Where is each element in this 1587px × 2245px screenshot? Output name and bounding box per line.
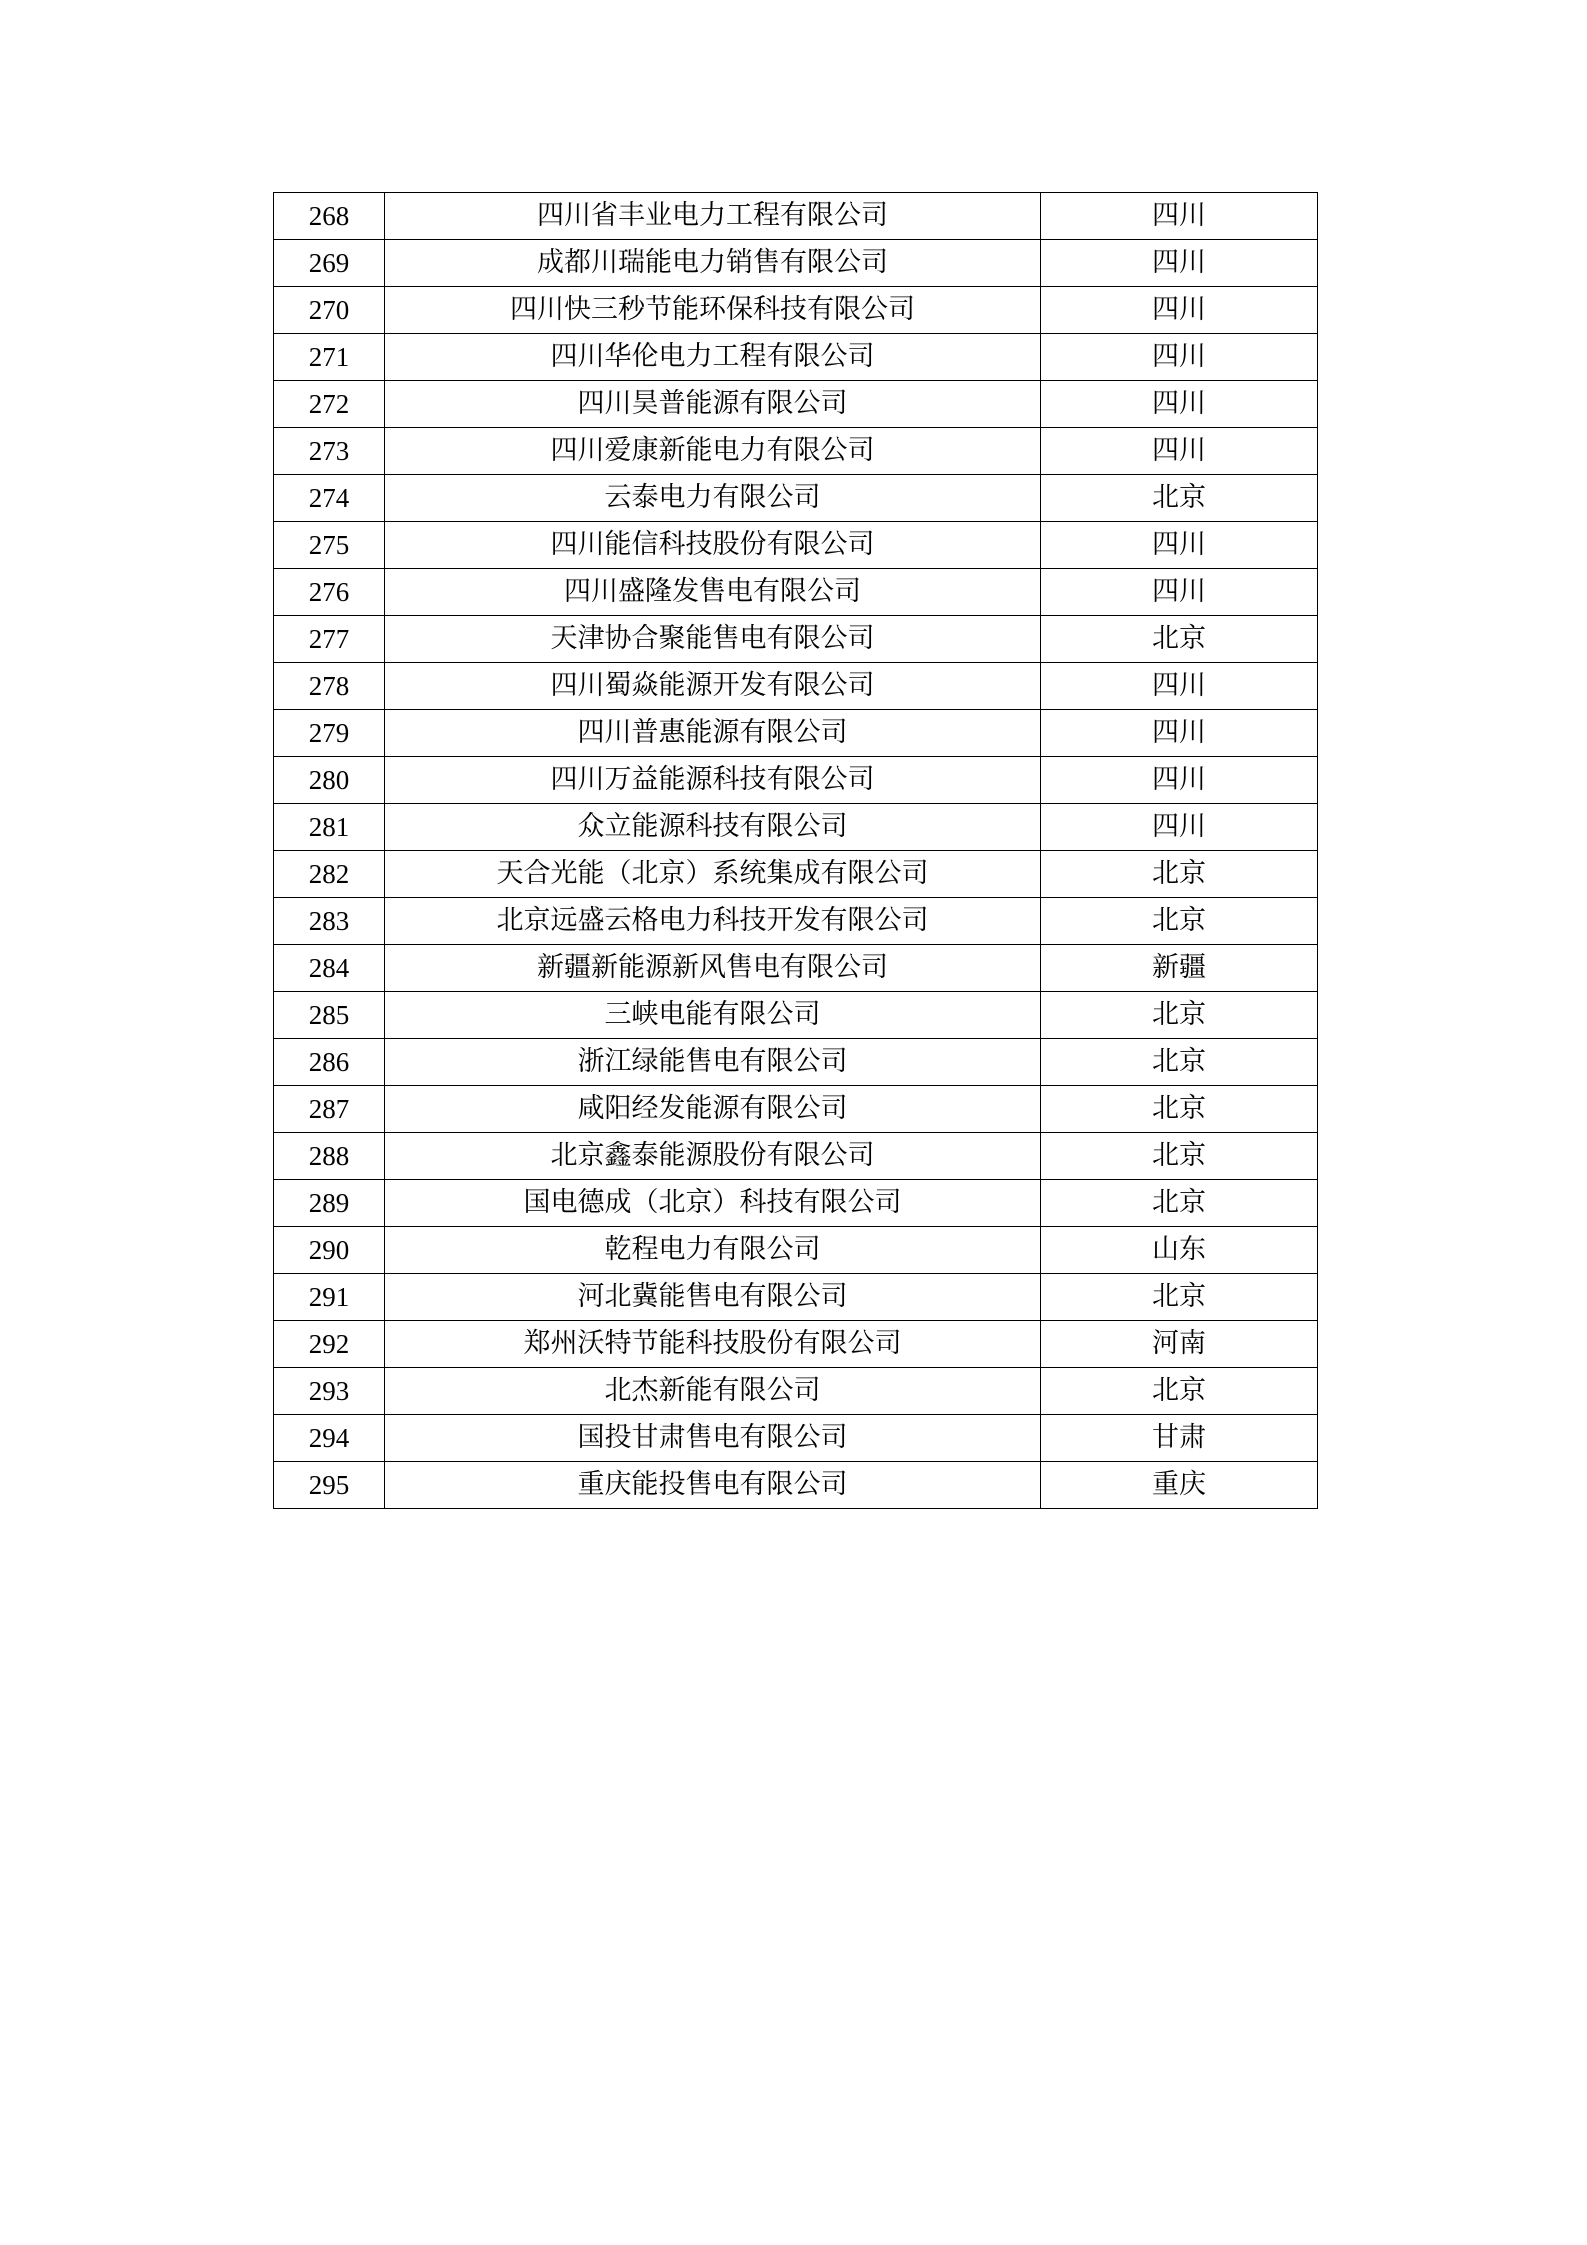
company-name: 北杰新能有限公司 bbox=[385, 1368, 1041, 1415]
region-name: 北京 bbox=[1041, 1086, 1318, 1133]
table-row bbox=[274, 898, 1318, 945]
table-row bbox=[274, 757, 1318, 804]
row-number: 292 bbox=[274, 1321, 385, 1368]
table-row bbox=[274, 193, 1318, 240]
company-name: 四川能信科技股份有限公司 bbox=[385, 522, 1041, 569]
region-name: 四川 bbox=[1041, 334, 1318, 381]
table-row bbox=[274, 522, 1318, 569]
table-row bbox=[274, 1039, 1318, 1086]
table-row bbox=[274, 945, 1318, 992]
company-name: 国投甘肃售电有限公司 bbox=[385, 1415, 1041, 1462]
region-name: 四川 bbox=[1041, 240, 1318, 287]
row-number: 283 bbox=[274, 898, 385, 945]
company-name: 重庆能投售电有限公司 bbox=[385, 1462, 1041, 1509]
company-name: 众立能源科技有限公司 bbox=[385, 804, 1041, 851]
table-row bbox=[274, 334, 1318, 381]
table-row bbox=[274, 1462, 1318, 1509]
row-number: 275 bbox=[274, 522, 385, 569]
row-number: 284 bbox=[274, 945, 385, 992]
table-row bbox=[274, 1321, 1318, 1368]
company-name: 咸阳经发能源有限公司 bbox=[385, 1086, 1041, 1133]
row-number: 291 bbox=[274, 1274, 385, 1321]
table-row bbox=[274, 381, 1318, 428]
table-row bbox=[274, 1180, 1318, 1227]
company-table bbox=[273, 192, 1318, 1509]
region-name: 北京 bbox=[1041, 992, 1318, 1039]
table-row bbox=[274, 569, 1318, 616]
region-name: 四川 bbox=[1041, 381, 1318, 428]
table-row bbox=[274, 1227, 1318, 1274]
company-name: 四川普惠能源有限公司 bbox=[385, 710, 1041, 757]
table-row bbox=[274, 710, 1318, 757]
row-number: 281 bbox=[274, 804, 385, 851]
table-row bbox=[274, 240, 1318, 287]
row-number: 285 bbox=[274, 992, 385, 1039]
row-number: 278 bbox=[274, 663, 385, 710]
table-row bbox=[274, 287, 1318, 334]
region-name: 重庆 bbox=[1041, 1462, 1318, 1509]
company-name: 云泰电力有限公司 bbox=[385, 475, 1041, 522]
region-name: 四川 bbox=[1041, 757, 1318, 804]
row-number: 295 bbox=[274, 1462, 385, 1509]
row-number: 293 bbox=[274, 1368, 385, 1415]
region-name: 四川 bbox=[1041, 522, 1318, 569]
region-name: 北京 bbox=[1041, 616, 1318, 663]
region-name: 新疆 bbox=[1041, 945, 1318, 992]
region-name: 山东 bbox=[1041, 1227, 1318, 1274]
company-name: 河北冀能售电有限公司 bbox=[385, 1274, 1041, 1321]
table-row bbox=[274, 428, 1318, 475]
table-row bbox=[274, 475, 1318, 522]
region-name: 北京 bbox=[1041, 475, 1318, 522]
region-name: 北京 bbox=[1041, 1039, 1318, 1086]
region-name: 北京 bbox=[1041, 851, 1318, 898]
company-name: 四川昊普能源有限公司 bbox=[385, 381, 1041, 428]
company-name: 四川蜀焱能源开发有限公司 bbox=[385, 663, 1041, 710]
region-name: 四川 bbox=[1041, 287, 1318, 334]
company-name: 新疆新能源新风售电有限公司 bbox=[385, 945, 1041, 992]
row-number: 268 bbox=[274, 193, 385, 240]
region-name: 甘肃 bbox=[1041, 1415, 1318, 1462]
company-name: 四川万益能源科技有限公司 bbox=[385, 757, 1041, 804]
table-row bbox=[274, 851, 1318, 898]
company-name: 成都川瑞能电力销售有限公司 bbox=[385, 240, 1041, 287]
row-number: 273 bbox=[274, 428, 385, 475]
company-name: 北京远盛云格电力科技开发有限公司 bbox=[385, 898, 1041, 945]
row-number: 269 bbox=[274, 240, 385, 287]
table-row bbox=[274, 1086, 1318, 1133]
row-number: 270 bbox=[274, 287, 385, 334]
region-name: 四川 bbox=[1041, 804, 1318, 851]
region-name: 北京 bbox=[1041, 1180, 1318, 1227]
region-name: 北京 bbox=[1041, 1133, 1318, 1180]
company-name: 郑州沃特节能科技股份有限公司 bbox=[385, 1321, 1041, 1368]
company-name: 北京鑫泰能源股份有限公司 bbox=[385, 1133, 1041, 1180]
company-name: 国电德成（北京）科技有限公司 bbox=[385, 1180, 1041, 1227]
table-row bbox=[274, 1133, 1318, 1180]
table-row bbox=[274, 1274, 1318, 1321]
row-number: 280 bbox=[274, 757, 385, 804]
table-row bbox=[274, 616, 1318, 663]
row-number: 274 bbox=[274, 475, 385, 522]
row-number: 290 bbox=[274, 1227, 385, 1274]
row-number: 271 bbox=[274, 334, 385, 381]
row-number: 272 bbox=[274, 381, 385, 428]
company-name: 四川华伦电力工程有限公司 bbox=[385, 334, 1041, 381]
region-name: 北京 bbox=[1041, 898, 1318, 945]
row-number: 294 bbox=[274, 1415, 385, 1462]
company-table-body bbox=[274, 193, 1318, 1509]
company-name: 四川盛隆发售电有限公司 bbox=[385, 569, 1041, 616]
region-name: 北京 bbox=[1041, 1274, 1318, 1321]
table-row bbox=[274, 1368, 1318, 1415]
row-number: 277 bbox=[274, 616, 385, 663]
row-number: 289 bbox=[274, 1180, 385, 1227]
region-name: 四川 bbox=[1041, 663, 1318, 710]
region-name: 四川 bbox=[1041, 428, 1318, 475]
row-number: 286 bbox=[274, 1039, 385, 1086]
region-name: 四川 bbox=[1041, 193, 1318, 240]
company-name: 乾程电力有限公司 bbox=[385, 1227, 1041, 1274]
table-row bbox=[274, 1415, 1318, 1462]
region-name: 河南 bbox=[1041, 1321, 1318, 1368]
region-name: 北京 bbox=[1041, 1368, 1318, 1415]
row-number: 276 bbox=[274, 569, 385, 616]
table-row bbox=[274, 992, 1318, 1039]
table-row bbox=[274, 804, 1318, 851]
row-number: 287 bbox=[274, 1086, 385, 1133]
company-name: 四川爱康新能电力有限公司 bbox=[385, 428, 1041, 475]
company-name: 天津协合聚能售电有限公司 bbox=[385, 616, 1041, 663]
table-row bbox=[274, 663, 1318, 710]
company-name: 四川快三秒节能环保科技有限公司 bbox=[385, 287, 1041, 334]
company-name: 浙江绿能售电有限公司 bbox=[385, 1039, 1041, 1086]
company-name: 天合光能（北京）系统集成有限公司 bbox=[385, 851, 1041, 898]
company-name: 四川省丰业电力工程有限公司 bbox=[385, 193, 1041, 240]
company-name: 三峡电能有限公司 bbox=[385, 992, 1041, 1039]
row-number: 282 bbox=[274, 851, 385, 898]
row-number: 279 bbox=[274, 710, 385, 757]
region-name: 四川 bbox=[1041, 569, 1318, 616]
row-number: 288 bbox=[274, 1133, 385, 1180]
region-name: 四川 bbox=[1041, 710, 1318, 757]
